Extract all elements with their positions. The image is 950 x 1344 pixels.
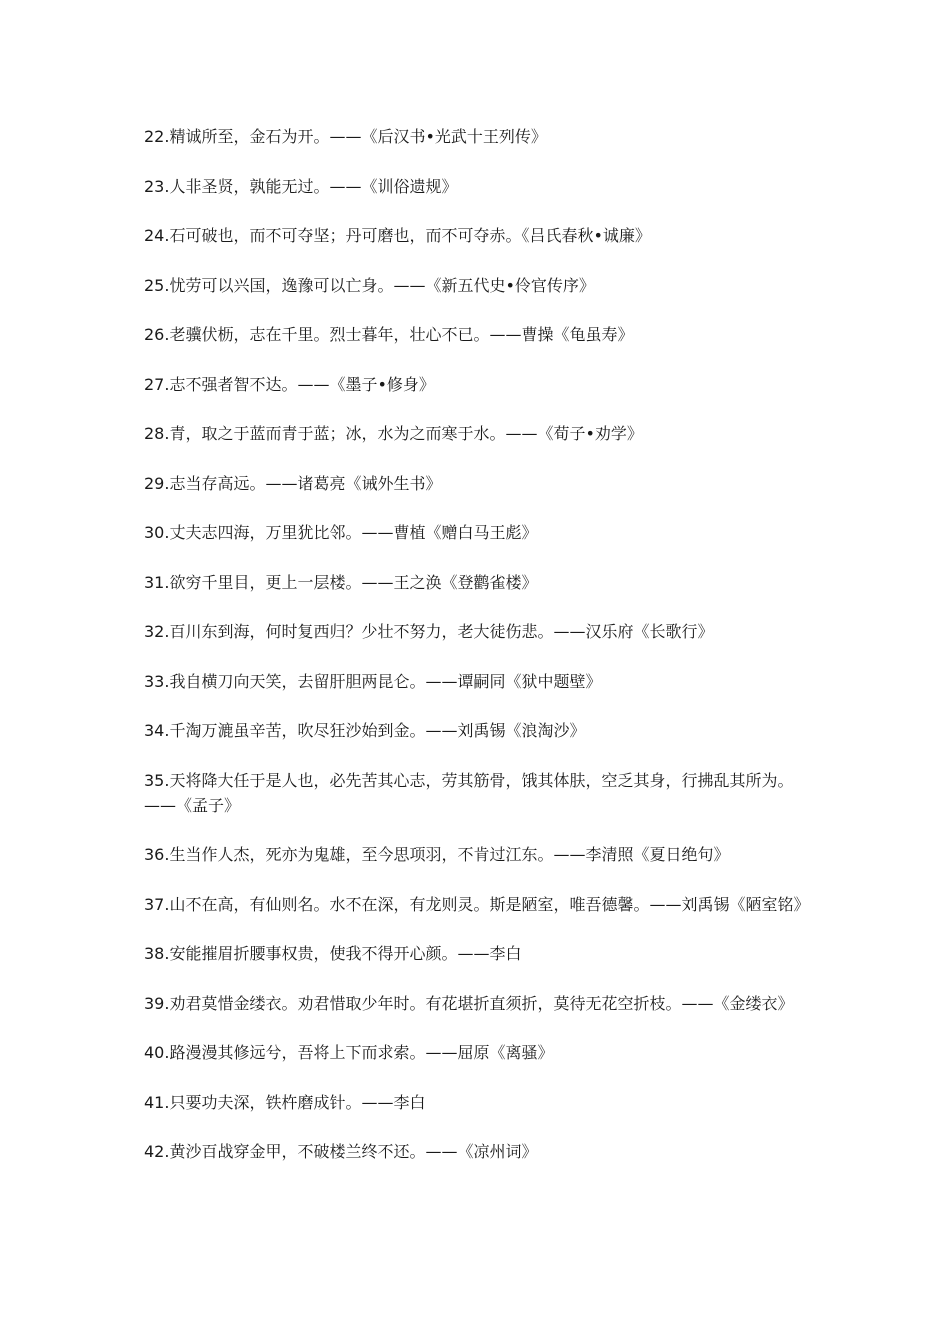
quote-item: 30.丈夫志四海，万里犹比邻。——曹植《赠白马王彪》 (144, 523, 538, 542)
quote-item: 24.石可破也，而不可夺坚；丹可磨也，而不可夺赤。《吕氏春秋•诚廉》 (144, 226, 651, 245)
quote-item: 35.天将降大任于是人也，必先苦其心志，劳其筋骨，饿其体肤，空乏其身，行拂乱其所为。——《孟子》 (144, 770, 794, 815)
quote-item: 38.安能摧眉折腰事权贵，使我不得开心颜。——李白 (144, 944, 522, 963)
quote-item: 37.山不在高，有仙则名。水不在深，有龙则灵。斯是陋室，唯吾德馨。——刘禹锡《陋室铭》 (144, 894, 810, 914)
quote-item: 34.千淘万漉虽辛苦，吹尽狂沙始到金。——刘禹锡《浪淘沙》 (144, 721, 586, 740)
quote-item: 42.黄沙百战穿金甲，不破楼兰终不还。——《凉州词》 (144, 1142, 538, 1161)
quote-item: 33.我自横刀向天笑，去留肝胆两昆仑。——谭嗣同《狱中题壁》 (144, 671, 602, 691)
quote-item: 40.路漫漫其修远兮，吾将上下而求索。——屈原《离骚》 (144, 1043, 554, 1062)
quote-item: 41.只要功夫深，铁杵磨成针。——李白 (144, 1092, 426, 1112)
quote-item: 23.人非圣贤，孰能无过。——《训俗遗规》 (144, 176, 458, 196)
quote-item: 39.劝君莫惜金缕衣。劝君惜取少年时。有花堪折直须折，莫待无花空折枝。——《金缕衣》 (144, 993, 794, 1013)
quote-item: 22.精诚所至，金石为开。——《后汉书•光武十王列传》 (144, 127, 547, 146)
quote-item: 26.老骥伏枥，志在千里。烈士暮年，壮心不已。——曹操《龟虽寿》 (144, 325, 634, 344)
quote-list (144, 124, 820, 1189)
quote-item: 31.欲穷千里目，更上一层楼。——王之涣《登鹳雀楼》 (144, 572, 538, 592)
quote-item: 27.志不强者智不达。——《墨子•修身》 (144, 374, 435, 394)
quote-item: 36.生当作人杰，死亦为鬼雄，至今思项羽，不肯过江东。——李清照《夏日绝句》 (144, 845, 730, 864)
quote-item: 25.忧劳可以兴国，逸豫可以亡身。——《新五代史•伶官传序》 (144, 275, 595, 295)
quote-item: 28.青，取之于蓝而青于蓝；冰，水为之而寒于水。——《荀子•劝学》 (144, 424, 643, 443)
quote-item: 32.百川东到海，何时复西归？少壮不努力，老大徒伤悲。——汉乐府《长歌行》 (144, 622, 714, 641)
quote-item: 29.志当存高远。——诸葛亮《诫外生书》 (144, 473, 442, 493)
